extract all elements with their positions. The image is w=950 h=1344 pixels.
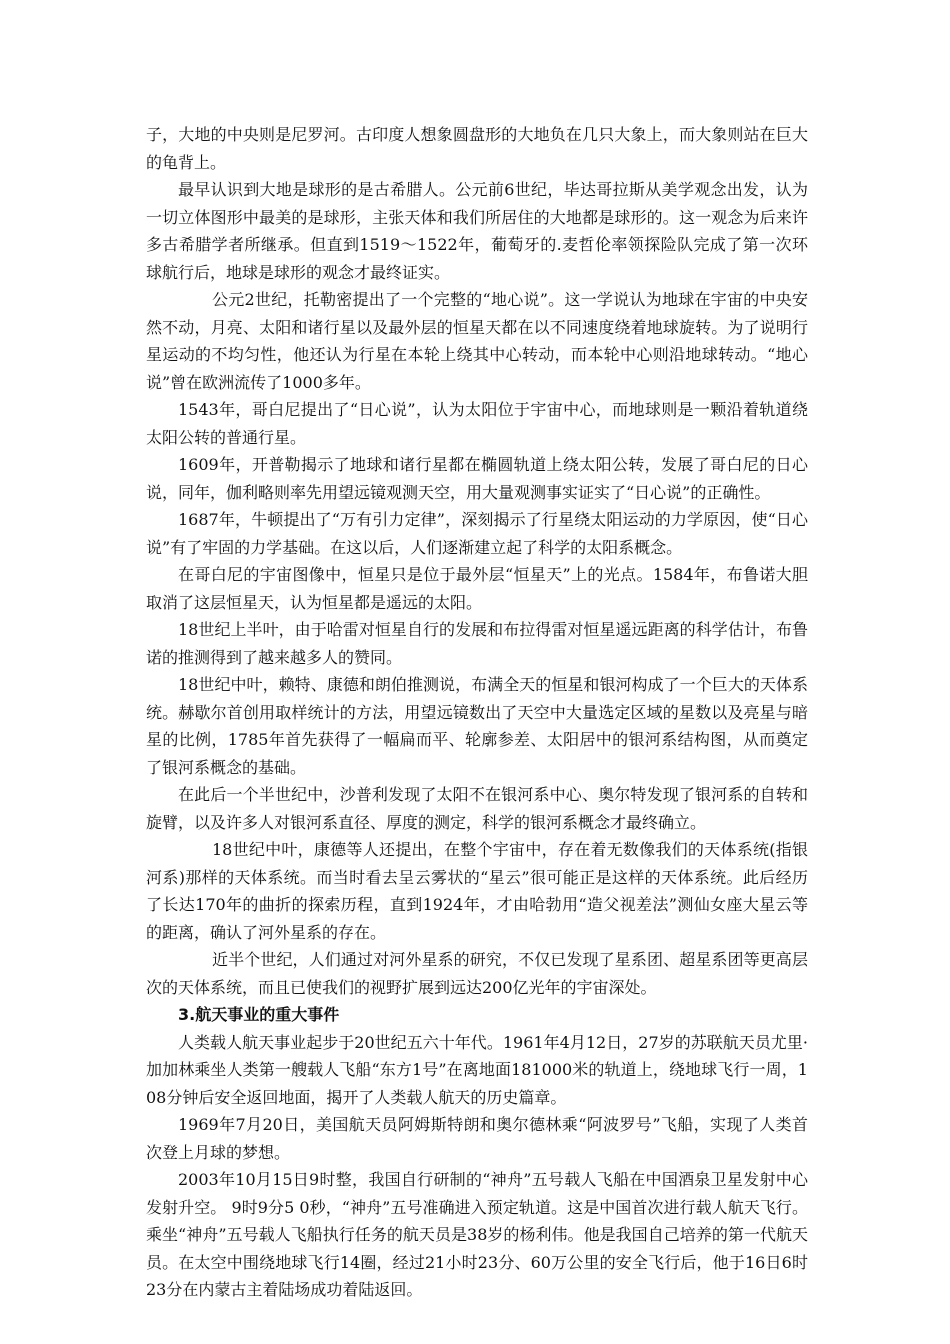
paragraph-kant-hubble: 18世纪中叶，康德等人还提出，在整个宇宙中，存在着无数像我们的天体系统(指银河系)那样的天体系统。而当时看去呈云雾状的“星云”很可能正是这样的天体系统。此后经历了长达170年的曲折的探索历程，直到1924年，才由哈勃用“造父视差法”测仙女座大星云等的距离，确认了河外星系的存在。 [146,840,808,942]
paragraph-kepler-galileo: 1609年，开普勒揭示了地球和诸行星都在椭圆轨道上绕太阳公转，发展了哥白尼的日心说，同年，伽利略则率先用望远镜观测天空，用大量观测事实证实了“日心说”的正确性。 [146,455,808,502]
document-body [146,121,808,1304]
paragraph-shenzhou-5: 2003年10月15日9时整，我国自行研制的“神舟”五号载人飞船在中国酒泉卫星发射中心发射升空。 9时9分5 0秒，“神舟”五号准确进入预定轨道。这是中国首次进行载人航天飞行。乘坐“神舟”五号载人飞船执行任务的航天员是38岁的杨利伟。他是我国自己培养的第一代航天员。在太空中围绕地球飞行14圈，经过21小时23分、60万公里的安全飞行后，他于16日6时23分在内蒙古主着陆场成功着陆返回。 [146,1170,808,1299]
paragraph-bruno: 在哥白尼的宇宙图像中，恒星只是位于最外层“恒星天”上的光点。1584年，布鲁诺大胆取消了这层恒星天，认为恒星都是遥远的太阳。 [146,565,808,612]
paragraph-newton: 1687年，牛顿提出了“万有引力定律”，深刻揭示了行星绕太阳运动的力学原因，使“日心说”有了牢固的力学基础。在这以后，人们逐渐建立起了科学的太阳系概念。 [146,510,808,557]
paragraph-copernicus: 1543年，哥白尼提出了“日心说”，认为太阳位于宇宙中心，而地球则是一颗沿着轨道绕太阳公转的普通行星。 [146,400,808,447]
paragraph-greek-spherical-earth: 最早认识到大地是球形的是古希腊人。公元前6世纪，毕达哥拉斯从美学观念出发，认为一切立体图形中最美的是球形，主张天体和我们所居住的大地都是球形的。这一观念为后来许多古希腊学者所继承。但直到1519～1522年，葡萄牙的.麦哲伦率领探险队完成了第一次环球航行后，地球是球形的观念才最终证实。 [146,180,808,282]
paragraph-herschel: 18世纪中叶，赖特、康德和朗伯推测说，布满全天的恒星和银河构成了一个巨大的天体系统。赫歇尔首创用取样统计的方法，用望远镜数出了天空中大量选定区域的星数以及亮星与暗星的比例，1785年首先获得了一幅扁而平、轮廓参差、太阳居中的银河系结构图，从而奠定了银河系概念的基础。 [146,675,808,777]
paragraph-extragalactic: 近半个世纪，人们通过对河外星系的研究，不仅已发现了星系团、超星系团等更高层次的天体系统，而且已使我们的视野扩展到远达200亿光年的宇宙深处。 [146,950,808,997]
paragraph-apollo: 1969年7月20日，美国航天员阿姆斯特朗和奥尔德林乘“阿波罗号”飞船，实现了人类首次登上月球的梦想。 [146,1115,808,1162]
paragraph-continuation: 子，大地的中央则是尼罗河。古印度人想象圆盘形的大地负在几只大象上，而大象则站在巨大的龟背上。 [146,125,808,172]
paragraph-shapley-oort: 在此后一个半世纪中，沙普利发现了太阳不在银河系中心、奥尔特发现了银河系的自转和旋臂，以及许多人对银河系直径、厚度的测定，科学的银河系概念才最终确立。 [146,785,808,832]
paragraph-18th-century-early: 18世纪上半叶，由于哈雷对恒星自行的发展和布拉得雷对恒星遥远距离的科学估计，布鲁诺的推测得到了越来越多人的赞同。 [146,620,808,667]
section-heading: 3.航天事业的重大事件 [178,1005,340,1024]
paragraph-geocentric-model: 公元2世纪，托勒密提出了一个完整的“地心说”。这一学说认为地球在宇宙的中央安然不动，月亮、太阳和诸行星以及最外层的恒星天都在以不同速度绕着地球旋转。为了说明行星运动的不均匀性，他还认为行星在本轮上绕其中心转动，而本轮中心则沿地球转动。“地心说”曾在欧洲流传了1000多年。 [146,290,808,392]
paragraph-gagarin: 人类载人航天事业起步于20世纪五六十年代。1961年4月12日，27岁的苏联航天员尤里·加加林乘坐人类第一艘载人飞船“东方1号”在离地面181000米的轨道上，绕地球飞行一周，108分钟后安全返回地面，揭开了人类载人航天的历史篇章。 [146,1032,808,1107]
